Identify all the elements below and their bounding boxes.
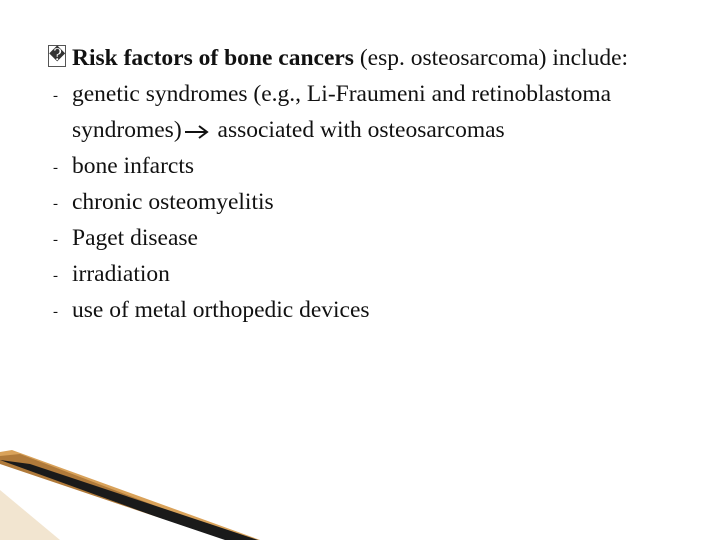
list-item-text: Paget disease <box>72 225 198 251</box>
list-item-text-continued: associated with osteosarcomas <box>211 117 505 143</box>
right-arrow-icon <box>184 124 210 140</box>
list-item-text: irradiation <box>72 261 170 287</box>
list-item-paget-disease <box>48 220 688 256</box>
main-bullet <box>48 40 688 76</box>
list-item-chronic-osteomyelitis <box>48 184 688 220</box>
missing-glyph-icon: � <box>48 45 66 67</box>
list-item-text: chronic osteomyelitis <box>72 189 274 215</box>
list-item-text: genetic syndromes (e.g., Li-Fraumeni and retinoblastoma syndromes) <box>72 81 612 143</box>
dash-bullet: - <box>53 88 58 104</box>
risk-factors-heading: Risk factors of bone cancers <box>72 45 354 71</box>
dash-bullet: - <box>53 160 58 176</box>
list-item-text: use of metal orthopedic devices <box>72 297 370 323</box>
risk-factors-subheading: (esp. osteosarcoma) include: <box>353 45 629 71</box>
slide-content <box>48 40 688 328</box>
list-item-irradiation <box>48 256 688 292</box>
risk-factor-list <box>48 76 688 328</box>
dash-bullet: - <box>53 268 58 284</box>
dash-bullet: - <box>53 232 58 248</box>
corner-stripe-decoration <box>0 450 260 540</box>
list-item-text: bone infarcts <box>72 153 195 179</box>
list-item-metal-orthopedic-devices <box>48 292 688 328</box>
list-item-genetic-syndromes <box>48 76 688 148</box>
list-item-bone-infarcts <box>48 148 688 184</box>
dash-bullet: - <box>53 196 58 212</box>
dash-bullet: - <box>53 304 58 320</box>
